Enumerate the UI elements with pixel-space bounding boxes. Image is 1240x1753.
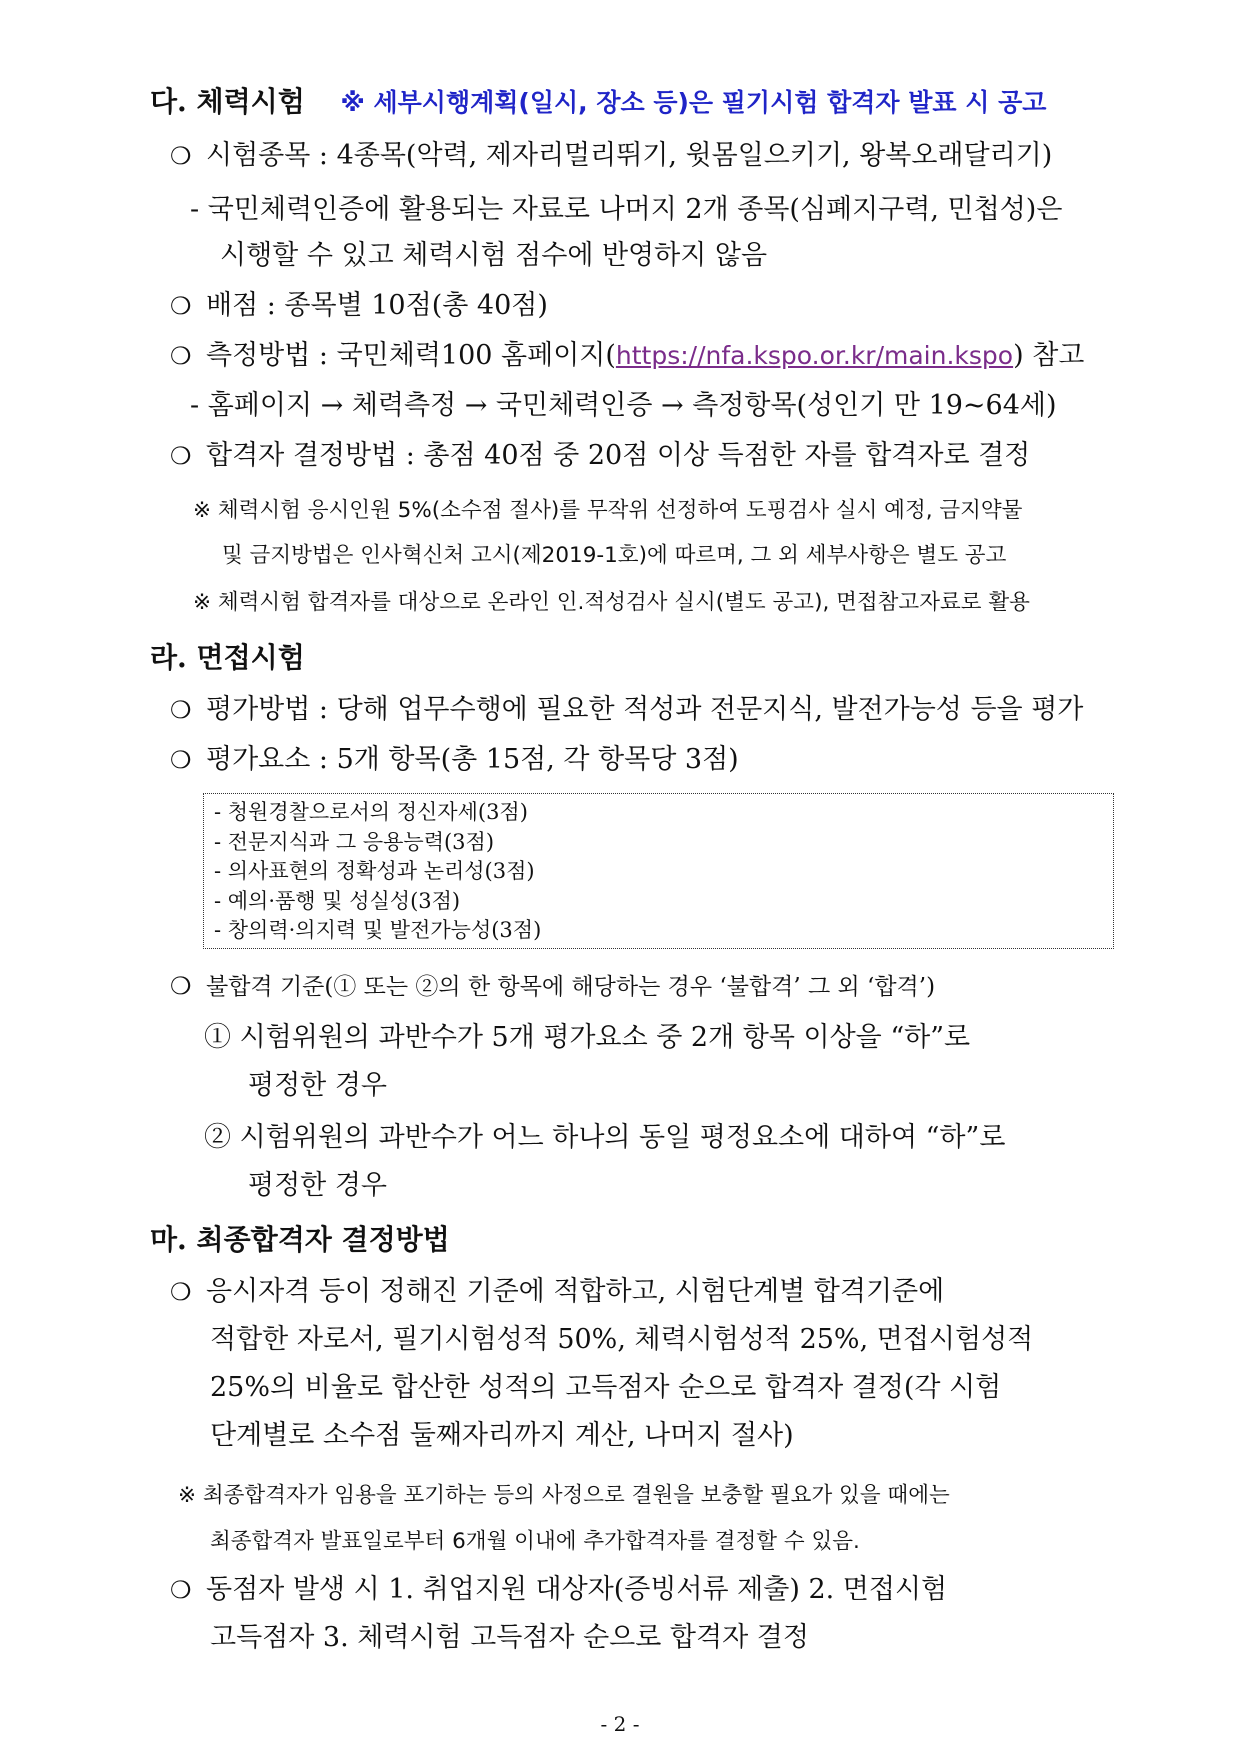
criteria-item: - 창의력·의지력 및 발전가능성(3점) [214, 918, 542, 942]
bullet-icon: ❍ [170, 972, 192, 1000]
fail-criterion-2: ② 시험위원의 과반수가 어느 하나의 동일 평정요소에 대하여 “하”로 [204, 1122, 1006, 1153]
fail-criterion-1: ① 시험위원의 과반수가 5개 평가요소 중 2개 항목 이상을 “하”로 [204, 1022, 971, 1053]
item-continuation: 단계별로 소수점 둘째자리까지 계산, 나머지 절사) [210, 1420, 794, 1451]
bullet-icon: ❍ [170, 1576, 192, 1604]
sub-item: - 국민체력인증에 활용되는 자료로 나머지 2개 종목(심폐지구력, 민첩성)은 [190, 194, 1063, 225]
list-item [170, 1572, 947, 1608]
item-text: 평가요소 : 5개 항목(총 15점, 각 항목당 3점) [206, 744, 739, 775]
bullet-icon: ❍ [170, 342, 192, 370]
bullet-icon: ❍ [170, 746, 192, 774]
item-text: 측정방법 : 국민체력100 홈페이지( [206, 340, 616, 371]
list-item [170, 338, 1084, 374]
criteria-item: - 예의·품행 및 성실성(3점) [214, 888, 461, 913]
section-title-final: 마. 최종합격자 결정방법 [150, 1223, 450, 1256]
bullet-icon: ❍ [170, 442, 192, 470]
list-item [170, 288, 548, 324]
list-item [170, 1274, 944, 1310]
fail-criterion-2-continuation: 평정한 경우 [248, 1170, 387, 1201]
note-additional-pass-continuation: 최종합격자 발표일로부터 6개월 이내에 추가합격자를 결정할 수 있음. [210, 1529, 860, 1554]
kspo-link[interactable]: https://nfa.kspo.or.kr/main.kspo [615, 341, 1014, 370]
criteria-item: - 의사표현의 정확성과 논리성(3점) [214, 859, 535, 883]
schedule-notice: ※ 세부시행계획(일시, 장소 등)은 필기시험 합격자 발표 시 공고 [340, 88, 1047, 117]
bullet-icon: ❍ [170, 696, 192, 724]
note-doping-continuation: 및 금지방법은 인사혁신처 고시(제2019-1호)에 따르며, 그 외 세부사항은 별도 공고 [222, 543, 1007, 568]
bullet-icon: ❍ [170, 292, 192, 320]
list-item [170, 138, 1052, 174]
item-text: 배점 : 종목별 10점(총 40점) [206, 290, 548, 321]
list-item [170, 968, 935, 1005]
list-item [170, 742, 739, 778]
item-continuation: 25%의 비율로 합산한 성적의 고득점자 순으로 합격자 결정(각 시험 [210, 1372, 1002, 1403]
item-text: 합격자 결정방법 : 총점 40점 중 20점 이상 득점한 자를 합격자로 결정 [206, 440, 1031, 471]
section-title-fitness [150, 84, 1046, 121]
item-text: 응시자격 등이 정해진 기준에 적합하고, 시험단계별 합격기준에 [206, 1276, 945, 1307]
bullet-icon: ❍ [170, 142, 192, 170]
list-item [170, 438, 1030, 474]
item-continuation: 적합한 자로서, 필기시험성적 50%, 체력시험성적 25%, 면접시험성적 [210, 1324, 1034, 1355]
bullet-icon: ❍ [170, 1278, 192, 1306]
sub-item-continuation: 시행할 수 있고 체력시험 점수에 반영하지 않음 [220, 240, 768, 271]
note-additional-pass: ※ 최종합격자가 임용을 포기하는 등의 사정으로 결원을 보충할 필요가 있을 때에는 [178, 1483, 950, 1508]
item-text-suffix: ) 참고 [1013, 340, 1085, 371]
fail-criterion-1-continuation: 평정한 경우 [248, 1070, 387, 1101]
criteria-item: - 청원경찰으로서의 정신자세(3점) [214, 800, 528, 824]
note-aptitude: ※ 체력시험 합격자를 대상으로 온라인 인.적성검사 실시(별도 공고), 면접참고자료로 활용 [193, 590, 1030, 615]
page-number: - 2 - [600, 1712, 640, 1736]
item-continuation: 고득점자 3. 체력시험 고득점자 순으로 합격자 결정 [210, 1622, 809, 1653]
section-title-interview: 라. 면접시험 [150, 641, 305, 674]
item-text: 불합격 기준(① 또는 ②의 한 항목에 해당하는 경우 ‘불합격’ 그 외 ‘합격’) [206, 974, 936, 1000]
sub-item: - 홈페이지 → 체력측정 → 국민체력인증 → 측정항목(성인기 만 19~64세) [190, 390, 1057, 421]
section-heading: 다. 체력시험 [150, 85, 305, 118]
item-text: 평가방법 : 당해 업무수행에 필요한 적성과 전문지식, 발전가능성 등을 평가 [206, 694, 1084, 725]
item-text: 동점자 발생 시 1. 취업지원 대상자(증빙서류 제출) 2. 면접시험 [206, 1574, 948, 1605]
evaluation-criteria-box [203, 793, 1114, 949]
item-text: 시험종목 : 4종목(악력, 제자리멀리뛰기, 윗몸일으키기, 왕복오래달리기) [206, 140, 1053, 171]
note-doping: ※ 체력시험 응시인원 5%(소수점 절사)를 무작위 선정하여 도핑검사 실시 예정, 금지약물 [193, 498, 1023, 523]
criteria-item: - 전문지식과 그 응용능력(3점) [214, 829, 495, 854]
list-item [170, 692, 1083, 728]
